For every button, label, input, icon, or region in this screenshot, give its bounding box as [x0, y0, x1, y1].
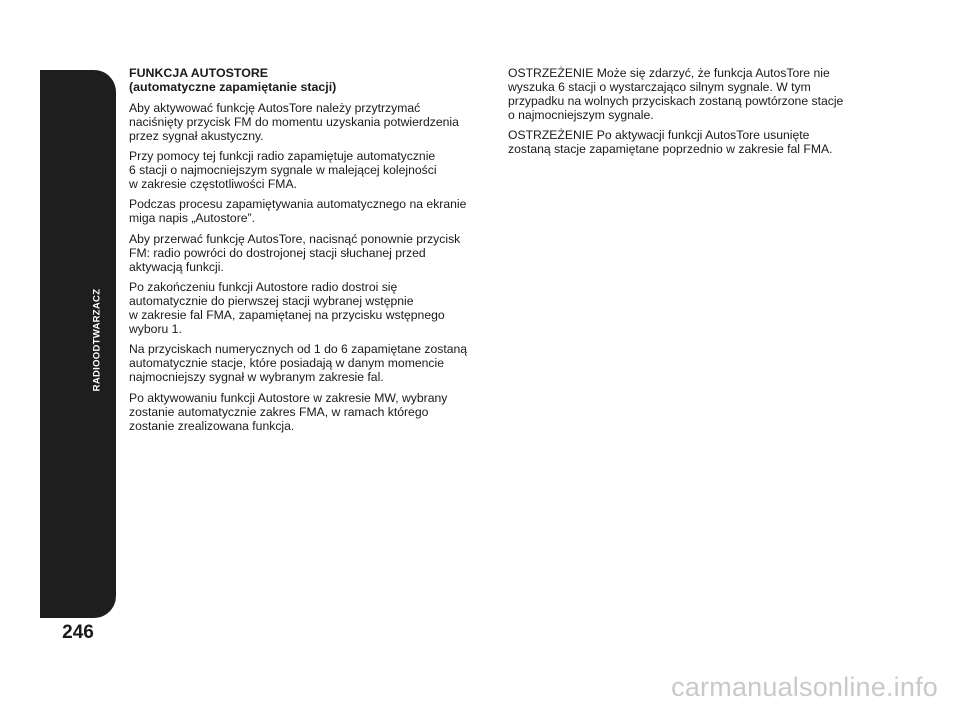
- text-line: miga napis „Autostore”.: [129, 211, 255, 226]
- text-line: aktywacją funkcji.: [129, 259, 224, 274]
- paragraph-activate: [129, 101, 479, 143]
- text-line: Przy pomocy tej funkcji radio zapamiętuje automatycznie: [129, 149, 436, 164]
- text-line: zostanie zrealizowana funkcja.: [129, 418, 295, 433]
- left-column: [129, 66, 479, 439]
- section-heading: [129, 66, 479, 95]
- text-line: zostaną stacje zapamiętane poprzednio w zakresie fal FMA.: [508, 142, 833, 157]
- text-line: o najmocniejszym sygnale.: [508, 108, 654, 123]
- chapter-label: RADIOODTWARZACZ: [91, 288, 103, 392]
- paragraph-mw-band: [129, 391, 479, 433]
- text-line: FM: radio powróci do dostrojonej stacji słuchanej przed: [129, 245, 426, 260]
- paragraph-memorize: [129, 149, 479, 191]
- text-line: Po aktywowaniu funkcji Autostore w zakresie MW, wybrany: [129, 390, 448, 405]
- text-line: Po zakończeniu funkcji Autostore radio dostroi się: [129, 279, 398, 294]
- warning-weak-signal: [508, 66, 853, 122]
- text-line: przypadku na wolnych przyciskach zostaną powtórzone stacje: [508, 94, 844, 109]
- text-line: najmocniejszy sygnał w wybranym zakresie fal.: [129, 370, 384, 385]
- text-line: OSTRZEŻENIE Może się zdarzyć, że funkcja AutosTore nie: [508, 66, 830, 80]
- paragraph-display: [129, 197, 479, 225]
- text-line: Aby przerwać funkcję AutosTore, nacisnąć ponownie przycisk: [129, 231, 461, 246]
- text-line: Aby aktywować funkcję AutosTore należy przytrzymać: [129, 100, 421, 115]
- text-line: Podczas procesu zapamiętywania automatycznego na ekranie: [129, 197, 467, 212]
- text-line: przez sygnał akustyczny.: [129, 129, 264, 143]
- heading-line-2: (automatyczne zapamiętanie stacji): [129, 80, 337, 95]
- text-line: OSTRZEŻENIE Po aktywacji funkcji AutosTore usunięte: [508, 128, 810, 143]
- text-line: wyboru 1.: [129, 322, 182, 337]
- text-line: automatycznie do pierwszej stacji wybranej wstępnie: [129, 293, 414, 308]
- heading-line-1: FUNKCJA AUTOSTORE: [129, 66, 269, 80]
- page-number: 246: [62, 622, 94, 643]
- text-line: w zakresie częstotliwości FMA.: [129, 177, 297, 192]
- text-line: zostanie automatycznie zakres FMA, w ramach którego: [129, 404, 429, 419]
- text-line: wyszuka 6 stacji o wystarczająco silnym sygnale. W tym: [508, 80, 811, 95]
- text-line: w zakresie fal FMA, zapamiętanej na przycisku wstępnego: [129, 308, 445, 323]
- paragraph-completion: [129, 280, 479, 336]
- text-line: automatycznie stacje, które posiadają w danym momencie: [129, 356, 444, 371]
- watermark-site: carmanualsonline.info: [671, 672, 938, 702]
- right-column: [508, 66, 853, 163]
- paragraph-interrupt: [129, 232, 479, 274]
- chapter-side-tab: [40, 70, 116, 618]
- warning-erase-stations: [508, 128, 853, 156]
- text-line: naciśnięty przycisk FM do momentu uzyskania potwierdzenia: [129, 114, 459, 129]
- text-line: Na przyciskach numerycznych od 1 do 6 zapamiętane zostaną: [129, 342, 468, 357]
- text-line: 6 stacji o najmocniejszym sygnale w malejącej kolejności: [129, 163, 437, 178]
- paragraph-preset-buttons: [129, 342, 479, 384]
